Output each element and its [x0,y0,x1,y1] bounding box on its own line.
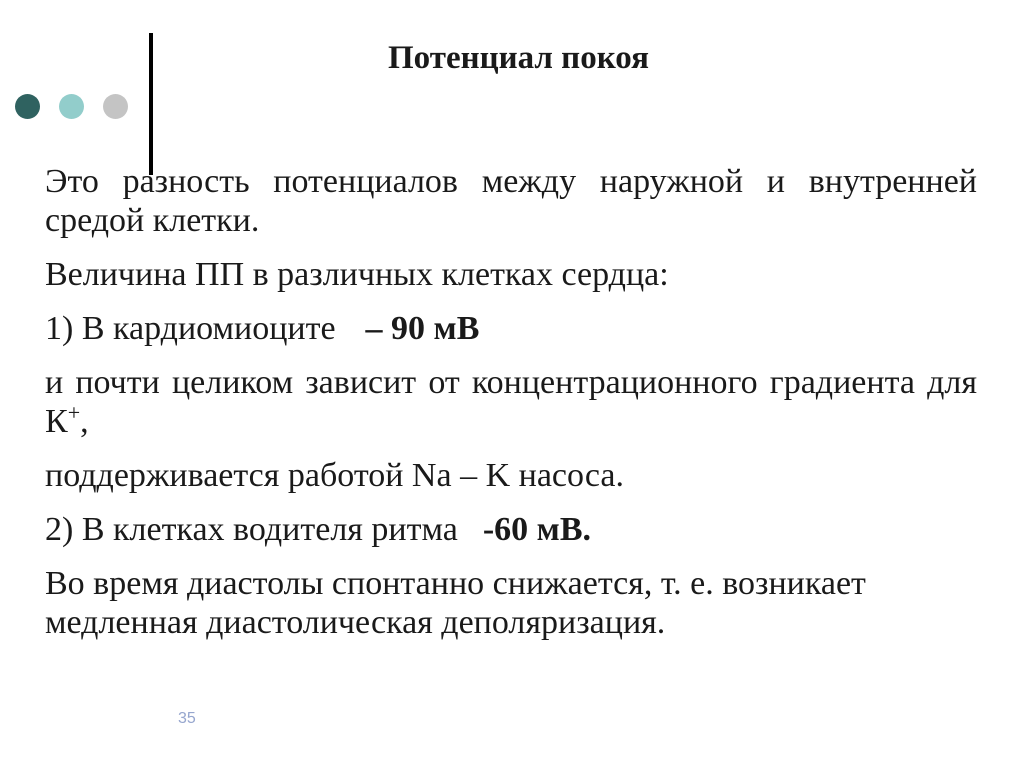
paragraph-diastole: Во время диастолы спонтанно снижается, т. е. возникает медленная диастолическая деполяризация. [45,565,866,641]
page-number: 35 [178,710,196,727]
cardiomyocyte-value: – 90 мВ [365,310,480,347]
superscript-plus: + [67,400,81,425]
paragraph-cardiomyocyte [45,309,977,348]
paragraph-gradient [45,363,977,441]
vertical-divider [149,33,153,175]
paragraph-pump: поддерживается работой Na – K насоса. [45,457,624,494]
decorative-dot-dark [15,94,40,119]
decorative-dot-teal [59,94,84,119]
cardiomyocyte-label: 1) В кардиомиоците [45,310,336,347]
slide-body [45,162,977,657]
gradient-text: и почти целиком зависит от концентрационного градиента для К [45,364,977,440]
decorative-dot-gray [103,94,128,119]
pacemaker-label: 2) В клетках водителя ритма [45,511,458,548]
paragraph-pacemaker [45,510,977,549]
slide-title: Потенциал покоя [388,40,650,76]
paragraph-definition: Это разность потенциалов между наружной и внутренней средой клетки. [45,163,977,239]
paragraph-heart-cells: Величина ПП в различных клетках сердца: [45,256,669,293]
gradient-end: , [80,403,89,440]
pacemaker-value: -60 мВ. [482,511,592,548]
